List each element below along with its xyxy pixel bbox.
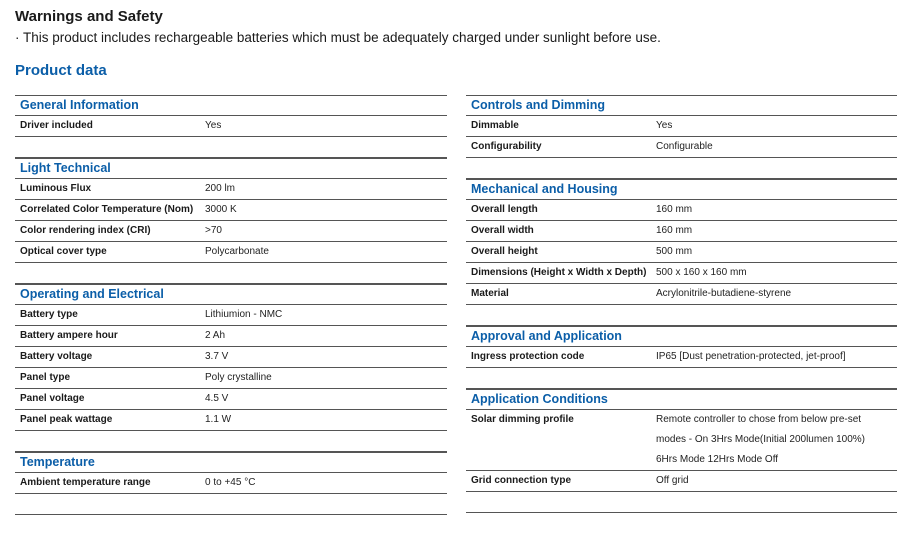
- spec-value: 160 mm: [656, 225, 693, 236]
- section-temperature: [15, 452, 447, 515]
- spec-row-panel-type: [15, 368, 447, 389]
- spec-row-ingress-protection-code: [466, 347, 897, 368]
- product-data-title: Product data: [15, 62, 107, 79]
- spec-label: Color rendering index (CRI): [20, 225, 151, 236]
- section-spacer: [466, 492, 897, 513]
- spec-label: Ingress protection code: [471, 351, 585, 362]
- section-spacer: [15, 263, 447, 284]
- section-heading: Operating and Electrical: [15, 284, 447, 305]
- spec-label: Grid connection type: [471, 475, 572, 486]
- spec-row-battery-type: [15, 305, 447, 326]
- spec-label: Optical cover type: [20, 246, 107, 257]
- section-operating-and-electrical: [15, 284, 447, 452]
- spec-label: Luminous Flux: [20, 183, 92, 194]
- spec-value: Yes: [656, 120, 673, 131]
- section-spacer: [15, 494, 447, 515]
- spec-row-ambient-temperature-range: [15, 473, 447, 494]
- spec-value: 160 mm: [656, 204, 693, 215]
- spec-label: Dimmable: [471, 120, 519, 131]
- section-spacer: [466, 368, 897, 389]
- spec-label: Panel voltage: [20, 393, 85, 404]
- spec-row-luminous-flux: [15, 179, 447, 200]
- section-general-information: [15, 95, 447, 158]
- spec-row-driver-included: [15, 116, 447, 137]
- spec-row-material: [466, 284, 897, 305]
- spec-row-overall-width: [466, 221, 897, 242]
- spec-row-battery-voltage: [15, 347, 447, 368]
- spec-value: 4.5 V: [205, 393, 229, 404]
- spec-value-line: modes - On 3Hrs Mode(Initial 200lumen 100%): [656, 434, 865, 445]
- spec-label: Correlated Color Temperature (Nom): [20, 204, 194, 215]
- spec-row-overall-height: [466, 242, 897, 263]
- spec-label: Solar dimming profile: [471, 414, 574, 425]
- spec-value-line: Remote controller to chose from below pre-set: [656, 414, 862, 425]
- section-controls-and-dimming: [466, 95, 897, 179]
- spec-label: Battery voltage: [20, 351, 93, 362]
- spec-row-correlated-color-temperature-nom: [15, 200, 447, 221]
- spec-value: Off grid: [656, 475, 689, 486]
- spec-value: Configurable: [656, 141, 713, 152]
- spec-label: Configurability: [471, 141, 542, 152]
- spec-value: Polycarbonate: [205, 246, 269, 257]
- spec-label: Overall length: [471, 204, 538, 215]
- spec-value: 200 lm: [205, 183, 236, 194]
- spec-value: 3000 K: [205, 204, 237, 215]
- section-spacer: [15, 431, 447, 452]
- spec-row-panel-peak-wattage: [15, 410, 447, 431]
- spec-label: Battery ampere hour: [20, 330, 118, 341]
- spec-label: Dimensions (Height x Width x Depth): [471, 267, 647, 278]
- spec-value: Poly crystalline: [205, 372, 272, 383]
- section-mechanical-and-housing: [466, 179, 897, 326]
- spec-label: Overall height: [471, 246, 538, 257]
- spec-value: 500 mm: [656, 246, 693, 257]
- section-heading: Temperature: [15, 452, 447, 473]
- left-column: [15, 95, 447, 515]
- spec-value: >70: [205, 225, 222, 236]
- spec-label: Driver included: [20, 120, 93, 131]
- spec-value: 500 x 160 x 160 mm: [656, 267, 747, 278]
- warnings-text: · This product includes rechargeable batteries which must be adequately charged under sunlight before use.: [15, 30, 661, 45]
- spec-value: 0 to +45 °C: [205, 477, 256, 488]
- section-light-technical: [15, 158, 447, 284]
- section-heading: Application Conditions: [466, 389, 897, 410]
- spec-row-solar-dimming-profile: [466, 410, 897, 471]
- spec-label: Panel type: [20, 372, 71, 383]
- spec-label: Battery type: [20, 309, 78, 320]
- spec-value: IP65 [Dust penetration-protected, jet-proof]: [656, 351, 846, 362]
- spec-row-overall-length: [466, 200, 897, 221]
- spec-value-line: 6Hrs Mode 12Hrs Mode Off: [656, 454, 779, 465]
- section-heading: General Information: [15, 95, 447, 116]
- spec-row-color-rendering-index-cri: [15, 221, 447, 242]
- spec-row-dimensions-height-x-width-x-depth: [466, 263, 897, 284]
- spec-row-panel-voltage: [15, 389, 447, 410]
- section-spacer: [15, 137, 447, 158]
- spec-value: Acrylonitrile-butadiene-styrene: [656, 288, 792, 299]
- section-heading: Mechanical and Housing: [466, 179, 897, 200]
- section-spacer: [466, 158, 897, 179]
- section-heading: Controls and Dimming: [466, 95, 897, 116]
- spec-value: 1.1 W: [205, 414, 232, 425]
- section-spacer: [466, 305, 897, 326]
- spec-label: Ambient temperature range: [20, 477, 151, 488]
- section-approval-and-application: [466, 326, 897, 389]
- spec-row-configurability: [466, 137, 897, 158]
- section-application-conditions: [466, 389, 897, 513]
- spec-value: 2 Ah: [205, 330, 226, 341]
- spec-row-dimmable: [466, 116, 897, 137]
- spec-row-optical-cover-type: [15, 242, 447, 263]
- spec-value: Yes: [205, 120, 222, 131]
- warnings-title: Warnings and Safety: [15, 8, 163, 25]
- spec-row-grid-connection-type: [466, 471, 897, 492]
- section-heading: Light Technical: [15, 158, 447, 179]
- spec-label: Material: [471, 288, 509, 299]
- spec-value: Lithiumion - NMC: [205, 309, 283, 320]
- spec-label: Panel peak wattage: [20, 414, 113, 425]
- spec-value: 3.7 V: [205, 351, 229, 362]
- spec-label: Overall width: [471, 225, 534, 236]
- section-heading: Approval and Application: [466, 326, 897, 347]
- spec-row-battery-ampere-hour: [15, 326, 447, 347]
- right-column: [466, 95, 897, 513]
